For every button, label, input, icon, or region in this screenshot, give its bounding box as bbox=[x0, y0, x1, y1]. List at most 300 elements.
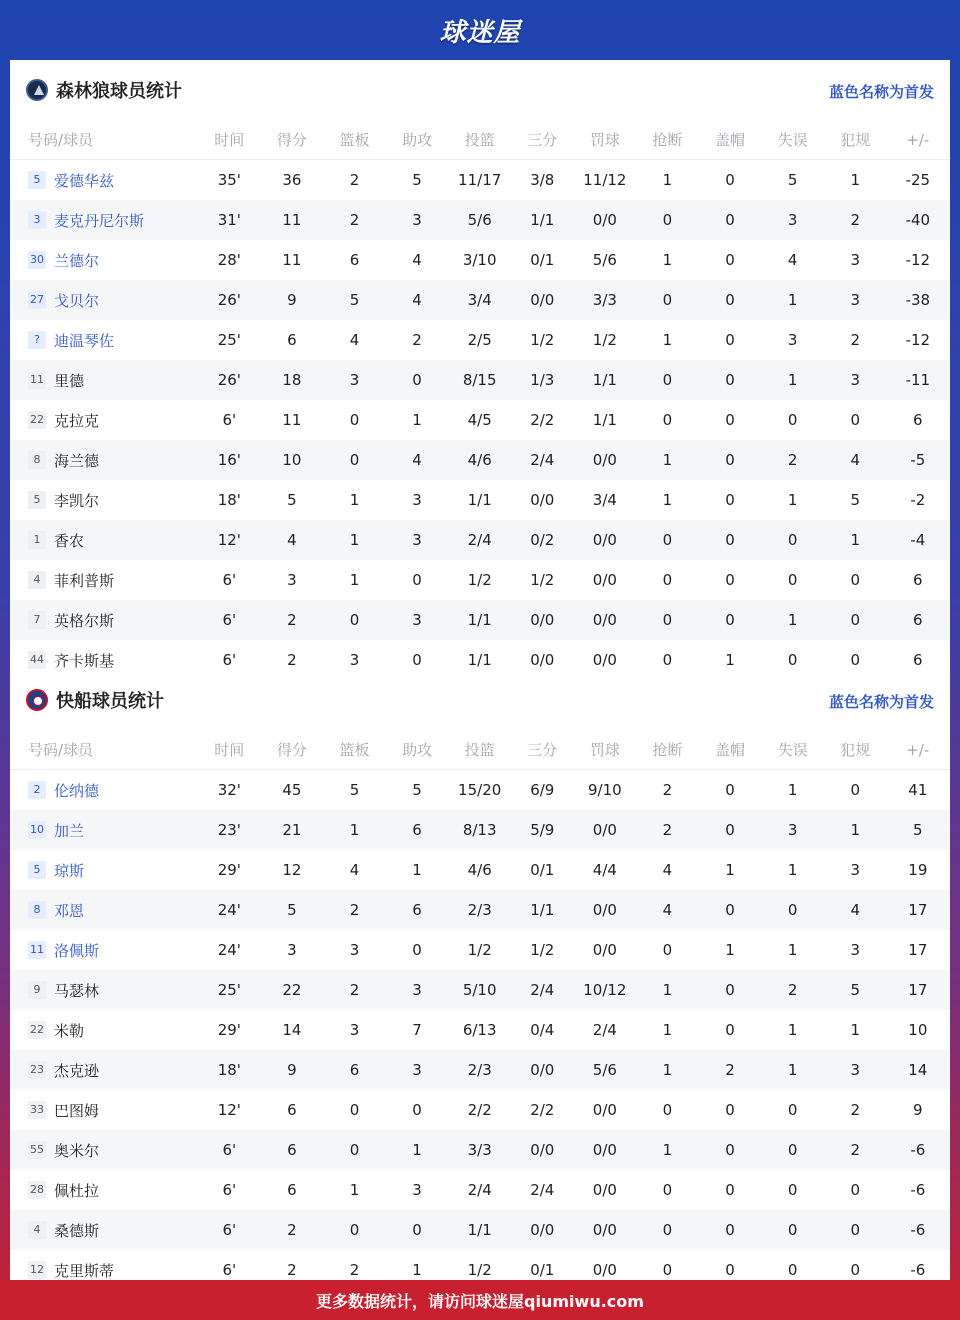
player-row[interactable] bbox=[10, 890, 950, 930]
stat-cell: 3 bbox=[850, 371, 860, 389]
stat-cell: 2 bbox=[787, 981, 798, 999]
table-header-row bbox=[10, 730, 950, 770]
stat-cell: 15/20 bbox=[458, 781, 502, 799]
stats-card bbox=[10, 60, 950, 1280]
player-row[interactable] bbox=[10, 400, 950, 440]
stat-cell: 1/3 bbox=[530, 371, 555, 389]
stat-cell: 6 bbox=[349, 1061, 360, 1079]
stat-cell: 9 bbox=[287, 1061, 297, 1079]
stat-cell: 6 bbox=[412, 901, 422, 919]
stat-cell: 29' bbox=[217, 1021, 241, 1039]
stat-cell: 1/1 bbox=[592, 371, 617, 389]
jersey-number: 5 bbox=[28, 491, 46, 509]
jersey-number: 44 bbox=[28, 651, 46, 669]
jersey-number: 4 bbox=[28, 571, 46, 589]
stat-cell: 2 bbox=[349, 901, 360, 919]
stat-cell: 2 bbox=[349, 211, 360, 229]
stat-cell: 0 bbox=[725, 531, 735, 549]
jersey-number: 5 bbox=[28, 171, 46, 189]
stat-cell: 3 bbox=[412, 491, 422, 509]
stat-cell: 3 bbox=[850, 861, 860, 879]
player-name[interactable]: 克拉克 bbox=[54, 411, 100, 430]
jersey-number: 9 bbox=[28, 981, 46, 999]
stat-cell: 0 bbox=[787, 1141, 798, 1159]
player-row[interactable] bbox=[10, 520, 950, 560]
stat-cell: 9 bbox=[287, 291, 297, 309]
player-name[interactable]: 香农 bbox=[54, 531, 85, 550]
stat-cell: 6 bbox=[913, 571, 923, 589]
stat-cell: 1 bbox=[412, 411, 422, 429]
column-header: 盖帽 bbox=[715, 131, 746, 149]
stat-cell: 6 bbox=[287, 1101, 297, 1119]
stat-cell: 2/4 bbox=[467, 531, 492, 549]
stat-cell: 0/0 bbox=[592, 1261, 617, 1279]
stat-cell: 5 bbox=[850, 981, 860, 999]
player-row[interactable] bbox=[10, 240, 950, 280]
player-row[interactable] bbox=[10, 1090, 950, 1130]
stat-cell: 5 bbox=[412, 781, 422, 799]
stat-cell: 0 bbox=[662, 411, 673, 429]
stat-cell: -12 bbox=[905, 251, 931, 269]
stat-cell: 1 bbox=[787, 1021, 798, 1039]
stat-cell: 18' bbox=[217, 1061, 241, 1079]
player-row[interactable] bbox=[10, 560, 950, 600]
stat-cell: 0 bbox=[725, 491, 735, 509]
team-section-clippers bbox=[10, 670, 950, 1290]
stat-cell: 3/4 bbox=[592, 491, 617, 509]
player-row[interactable] bbox=[10, 1130, 950, 1170]
stat-cell: 1 bbox=[850, 171, 860, 189]
stat-cell: 1 bbox=[662, 1021, 673, 1039]
stat-cell: 0 bbox=[725, 571, 735, 589]
player-row[interactable] bbox=[10, 360, 950, 400]
jersey-number: 22 bbox=[28, 1021, 46, 1039]
section-title: 森林狼球员统计 bbox=[56, 81, 182, 102]
stat-cell: 4 bbox=[412, 251, 422, 269]
player-name[interactable]: 菲利普斯 bbox=[54, 571, 115, 590]
column-header: 抢断 bbox=[652, 131, 683, 149]
stat-cell: 3/4 bbox=[467, 291, 492, 309]
player-row[interactable] bbox=[10, 320, 950, 360]
section-header bbox=[10, 60, 950, 120]
player-name[interactable]: 佩杜拉 bbox=[54, 1181, 100, 1200]
stat-cell: 0 bbox=[662, 291, 673, 309]
stat-cell: 14 bbox=[908, 1061, 928, 1079]
stat-cell: 2/2 bbox=[530, 411, 555, 429]
stat-cell: 3 bbox=[850, 251, 860, 269]
stat-cell: 2 bbox=[349, 981, 360, 999]
stat-cell: 0/0 bbox=[592, 1181, 617, 1199]
jersey-number: 5 bbox=[28, 861, 46, 879]
stat-cell: 6 bbox=[913, 651, 923, 669]
stat-cell: 2 bbox=[287, 1261, 297, 1279]
stat-cell: 0/0 bbox=[592, 821, 617, 839]
player-name[interactable]: 齐卡斯基 bbox=[54, 651, 115, 670]
stat-cell: 6 bbox=[913, 411, 923, 429]
stat-cell: 1/1 bbox=[530, 901, 555, 919]
player-row[interactable] bbox=[10, 930, 950, 970]
stat-cell: 1 bbox=[662, 981, 673, 999]
stat-cell: 2/3 bbox=[467, 1061, 492, 1079]
stat-cell: 0/0 bbox=[530, 1221, 555, 1239]
player-row[interactable] bbox=[10, 970, 950, 1010]
stat-cell: 0/0 bbox=[592, 1141, 617, 1159]
stat-cell: 3 bbox=[412, 1181, 422, 1199]
player-row[interactable] bbox=[10, 280, 950, 320]
stat-cell: 45 bbox=[282, 781, 302, 799]
clippers-logo-icon bbox=[26, 689, 48, 711]
stat-cell: 2 bbox=[850, 1101, 860, 1119]
column-header: 篮板 bbox=[339, 131, 370, 149]
stat-cell: 0 bbox=[662, 611, 673, 629]
stat-cell: 0 bbox=[850, 651, 860, 669]
stat-cell: 0 bbox=[725, 1021, 735, 1039]
stat-cell: 3 bbox=[349, 371, 360, 389]
jersey-number: 2 bbox=[28, 781, 46, 799]
stat-cell: 1 bbox=[412, 1261, 422, 1279]
player-name[interactable]: 戈贝尔 bbox=[54, 291, 100, 310]
stat-cell: 2/4 bbox=[530, 1181, 555, 1199]
stat-cell: 24' bbox=[217, 901, 241, 919]
stat-cell: 6' bbox=[222, 411, 237, 429]
stat-cell: 3/3 bbox=[592, 291, 617, 309]
stat-cell: 6' bbox=[222, 571, 237, 589]
player-cell bbox=[10, 900, 198, 921]
stat-cell: 2 bbox=[287, 651, 297, 669]
player-cell bbox=[10, 490, 198, 511]
stat-cell: -6 bbox=[910, 1261, 926, 1279]
stat-cell: 1 bbox=[662, 171, 673, 189]
player-cell bbox=[10, 610, 198, 631]
stat-cell: 0 bbox=[787, 1221, 798, 1239]
stat-cell: 5 bbox=[412, 171, 422, 189]
stat-cell: 1 bbox=[349, 531, 360, 549]
stat-cell: 21 bbox=[282, 821, 302, 839]
player-name[interactable]: 杰克逊 bbox=[54, 1061, 100, 1080]
stat-cell: 5 bbox=[787, 171, 798, 189]
table-header-row bbox=[10, 120, 950, 160]
player-name[interactable]: 邓恩 bbox=[54, 901, 85, 920]
column-header: 犯规 bbox=[840, 741, 871, 759]
stat-cell: 1/1 bbox=[467, 1221, 492, 1239]
jersey-number: 4 bbox=[28, 1221, 46, 1239]
stat-cell: 4/5 bbox=[467, 411, 492, 429]
stat-cell: 3 bbox=[850, 941, 860, 959]
stat-cell: 31' bbox=[217, 211, 241, 229]
player-name[interactable]: 洛佩斯 bbox=[54, 941, 100, 960]
stat-cell: 1/2 bbox=[467, 1261, 492, 1279]
player-cell bbox=[10, 170, 198, 191]
stat-cell: 0 bbox=[725, 211, 735, 229]
player-row[interactable] bbox=[10, 1050, 950, 1090]
player-row[interactable] bbox=[10, 600, 950, 640]
column-header: 助攻 bbox=[402, 741, 433, 759]
player-row[interactable] bbox=[10, 480, 950, 520]
stat-cell: 0 bbox=[725, 901, 735, 919]
stat-cell: 0 bbox=[725, 981, 735, 999]
stat-cell: 0 bbox=[725, 1101, 735, 1119]
jersey-number: 8 bbox=[28, 901, 46, 919]
column-header: 时间 bbox=[214, 741, 245, 759]
stat-cell: 0 bbox=[725, 171, 735, 189]
starter-note: 蓝色名称为首发 bbox=[828, 693, 934, 711]
stat-cell: -4 bbox=[910, 531, 926, 549]
stat-cell: 5 bbox=[913, 821, 923, 839]
player-cell bbox=[10, 370, 198, 391]
stat-cell: 0 bbox=[349, 451, 360, 469]
stat-cell: 0 bbox=[850, 1261, 860, 1279]
stat-cell: 11 bbox=[282, 251, 302, 269]
player-name[interactable]: 米勒 bbox=[54, 1021, 85, 1040]
stat-cell: 0/0 bbox=[530, 1141, 555, 1159]
stat-cell: 6' bbox=[222, 1141, 237, 1159]
player-row[interactable] bbox=[10, 160, 950, 200]
player-cell bbox=[10, 290, 198, 311]
stat-cell: 2 bbox=[850, 331, 860, 349]
stat-cell: 0/0 bbox=[530, 291, 555, 309]
stat-cell: 3 bbox=[412, 981, 422, 999]
stat-cell: 4 bbox=[349, 331, 360, 349]
stat-cell: 0 bbox=[787, 651, 798, 669]
stat-cell: 1/1 bbox=[467, 491, 492, 509]
stat-cell: 2 bbox=[412, 331, 422, 349]
stat-cell: -6 bbox=[910, 1141, 926, 1159]
stat-cell: 1 bbox=[349, 821, 360, 839]
stat-cell: 8/13 bbox=[462, 821, 497, 839]
player-cell bbox=[10, 1260, 198, 1281]
player-cell bbox=[10, 1020, 198, 1041]
stat-cell: 6/9 bbox=[530, 781, 555, 799]
column-header: +/- bbox=[906, 130, 930, 149]
player-cell bbox=[10, 1060, 198, 1081]
stat-cell: 41 bbox=[908, 781, 928, 799]
stat-cell: 16' bbox=[217, 451, 241, 469]
stat-cell: 2/4 bbox=[467, 1181, 492, 1199]
stat-cell: 1 bbox=[412, 861, 422, 879]
player-row[interactable] bbox=[10, 770, 950, 810]
jersey-number: 11 bbox=[28, 941, 46, 959]
stat-cell: 19 bbox=[908, 861, 928, 879]
player-row[interactable] bbox=[10, 200, 950, 240]
stat-cell: 1/1 bbox=[530, 211, 555, 229]
stat-cell: 11 bbox=[282, 211, 302, 229]
stat-cell: 0/0 bbox=[592, 1101, 617, 1119]
stat-cell: 10 bbox=[908, 1021, 928, 1039]
jersey-number: 3 bbox=[28, 211, 46, 229]
stat-cell: 2 bbox=[850, 1141, 860, 1159]
column-header: 犯规 bbox=[840, 131, 871, 149]
stat-cell: 2/2 bbox=[467, 1101, 492, 1119]
stat-cell: 0 bbox=[662, 1221, 673, 1239]
stat-cell: 0/0 bbox=[592, 1221, 617, 1239]
player-name[interactable]: 巴图姆 bbox=[54, 1101, 100, 1120]
player-name[interactable]: 马瑟林 bbox=[54, 981, 100, 1000]
stat-cell: 1 bbox=[725, 651, 735, 669]
player-cell bbox=[10, 250, 198, 271]
player-row[interactable] bbox=[10, 850, 950, 890]
stat-cell: 6 bbox=[287, 331, 297, 349]
player-row[interactable] bbox=[10, 810, 950, 850]
stat-cell: 2 bbox=[287, 611, 297, 629]
brand-logo: 球迷屋 bbox=[439, 17, 521, 48]
stat-cell: 1 bbox=[787, 291, 798, 309]
stat-cell: 6 bbox=[412, 821, 422, 839]
stat-cell: 36 bbox=[282, 171, 302, 189]
stat-cell: 1 bbox=[662, 251, 673, 269]
stat-cell: 4/6 bbox=[467, 861, 492, 879]
stat-cell: 0 bbox=[662, 571, 673, 589]
stat-cell: 0/0 bbox=[592, 571, 617, 589]
stat-cell: 17 bbox=[908, 981, 928, 999]
jersey-number: 28 bbox=[28, 1181, 46, 1199]
player-cell bbox=[10, 570, 198, 591]
stat-cell: 0 bbox=[662, 211, 673, 229]
stat-cell: 0/0 bbox=[530, 1061, 555, 1079]
stat-cell: 3 bbox=[287, 941, 297, 959]
player-cell bbox=[10, 980, 198, 1001]
stat-cell: 1 bbox=[412, 1141, 422, 1159]
stat-cell: 3 bbox=[850, 1061, 860, 1079]
stat-cell: 0/0 bbox=[530, 491, 555, 509]
stat-cell: 1 bbox=[349, 1181, 360, 1199]
stat-cell: 6' bbox=[222, 651, 237, 669]
column-header: 篮板 bbox=[339, 741, 370, 759]
stat-cell: 6' bbox=[222, 1261, 237, 1279]
stat-cell: 3 bbox=[412, 211, 422, 229]
column-header: 三分 bbox=[527, 131, 558, 149]
column-header: 投篮 bbox=[464, 131, 495, 149]
stat-cell: 0/0 bbox=[592, 611, 617, 629]
stat-cell: 12' bbox=[217, 531, 241, 549]
stat-cell: 1 bbox=[787, 611, 798, 629]
stat-cell: -25 bbox=[905, 171, 931, 189]
player-name[interactable]: 兰德尔 bbox=[54, 251, 100, 270]
player-name[interactable]: 李凯尔 bbox=[54, 491, 100, 510]
stat-cell: 3 bbox=[412, 611, 422, 629]
player-name[interactable]: 琼斯 bbox=[54, 861, 85, 880]
column-header: 投篮 bbox=[464, 741, 495, 759]
player-cell bbox=[10, 1100, 198, 1121]
stat-cell: 1/2 bbox=[467, 571, 492, 589]
stat-cell: 0 bbox=[725, 411, 735, 429]
player-row[interactable] bbox=[10, 1210, 950, 1250]
stat-cell: 25' bbox=[217, 331, 241, 349]
stat-cell: 1 bbox=[662, 1141, 673, 1159]
column-header: 号码/球员 bbox=[28, 741, 94, 759]
stat-cell: 1 bbox=[787, 491, 798, 509]
stat-cell: 29' bbox=[217, 861, 241, 879]
stat-cell: 0 bbox=[349, 1221, 360, 1239]
player-name[interactable]: 迪温琴佐 bbox=[54, 331, 115, 350]
player-row[interactable] bbox=[10, 440, 950, 480]
stat-cell: 5 bbox=[349, 291, 360, 309]
player-cell bbox=[10, 530, 198, 551]
stat-cell: 0/0 bbox=[592, 531, 617, 549]
stat-cell: 0 bbox=[412, 571, 422, 589]
player-row[interactable] bbox=[10, 1170, 950, 1210]
player-name[interactable]: 桑德斯 bbox=[54, 1221, 100, 1240]
stat-cell: 0 bbox=[850, 1221, 860, 1239]
stat-cell: 0 bbox=[725, 781, 735, 799]
player-name[interactable]: 麦克丹尼尔斯 bbox=[54, 211, 145, 230]
stat-cell: 0/0 bbox=[592, 211, 617, 229]
stat-cell: -2 bbox=[910, 491, 926, 509]
stat-cell: -6 bbox=[910, 1181, 926, 1199]
player-name[interactable]: 伦纳德 bbox=[54, 781, 100, 800]
player-cell bbox=[10, 210, 198, 231]
jersey-number: 11 bbox=[28, 371, 46, 389]
stat-cell: 0 bbox=[662, 1261, 673, 1279]
stat-cell: 2 bbox=[349, 171, 360, 189]
stat-cell: 0 bbox=[725, 1221, 735, 1239]
player-name[interactable]: 加兰 bbox=[54, 821, 85, 840]
stat-cell: 0 bbox=[787, 571, 798, 589]
stat-cell: 10 bbox=[282, 451, 302, 469]
stat-cell: 0/1 bbox=[530, 251, 555, 269]
stat-cell: 2/4 bbox=[530, 981, 555, 999]
stat-cell: 4 bbox=[349, 861, 360, 879]
stat-cell: 7 bbox=[412, 1021, 422, 1039]
jersey-number: 1 bbox=[28, 531, 46, 549]
player-name[interactable]: 里德 bbox=[54, 371, 85, 390]
stat-cell: 22 bbox=[282, 981, 302, 999]
stat-cell: 0/0 bbox=[592, 451, 617, 469]
stat-cell: 1 bbox=[850, 821, 860, 839]
stat-cell: 1 bbox=[787, 861, 798, 879]
stat-cell: 2/2 bbox=[530, 1101, 555, 1119]
player-name[interactable]: 英格尔斯 bbox=[54, 611, 115, 630]
stat-cell: 18' bbox=[217, 491, 241, 509]
stat-cell: 5/6 bbox=[592, 251, 617, 269]
stat-cell: 0 bbox=[787, 411, 798, 429]
player-name[interactable]: 海兰德 bbox=[54, 451, 100, 470]
top-bar bbox=[0, 0, 960, 60]
stat-cell: 4 bbox=[287, 531, 297, 549]
stat-cell: 0 bbox=[662, 1101, 673, 1119]
stat-cell: 1 bbox=[662, 331, 673, 349]
stat-cell: 32' bbox=[217, 781, 241, 799]
stat-cell: 14 bbox=[282, 1021, 302, 1039]
footer-banner[interactable]: 更多数据统计，请访问球迷屋qiumiwu.com bbox=[0, 1280, 960, 1320]
team-section-timberwolves bbox=[10, 60, 950, 680]
player-name[interactable]: 爱德华兹 bbox=[54, 171, 115, 190]
stat-cell: 3 bbox=[787, 211, 798, 229]
stat-cell: 4 bbox=[662, 861, 673, 879]
player-name[interactable]: 奥米尔 bbox=[54, 1141, 100, 1160]
column-header: 盖帽 bbox=[715, 741, 746, 759]
stat-cell: 1 bbox=[662, 451, 673, 469]
stat-cell: 0 bbox=[412, 941, 422, 959]
stat-cell: 0 bbox=[412, 1101, 422, 1119]
stat-cell: 35' bbox=[217, 171, 241, 189]
stat-cell: 0 bbox=[787, 1181, 798, 1199]
jersey-number: 12 bbox=[28, 1261, 46, 1279]
player-cell bbox=[10, 650, 198, 671]
jersey-number: 10 bbox=[28, 821, 46, 839]
stat-cell: 6' bbox=[222, 1221, 237, 1239]
stat-cell: 0 bbox=[787, 901, 798, 919]
jersey-number: 8 bbox=[28, 451, 46, 469]
stat-cell: 0/0 bbox=[530, 651, 555, 669]
stat-cell: 0 bbox=[725, 451, 735, 469]
stat-cell: -38 bbox=[905, 291, 931, 309]
player-row[interactable] bbox=[10, 1010, 950, 1050]
stat-cell: 0/1 bbox=[530, 1261, 555, 1279]
stat-cell: 6' bbox=[222, 1181, 237, 1199]
stat-cell: 0/1 bbox=[530, 861, 555, 879]
column-header: 号码/球员 bbox=[28, 131, 94, 149]
player-name[interactable]: 克里斯蒂 bbox=[54, 1261, 115, 1280]
